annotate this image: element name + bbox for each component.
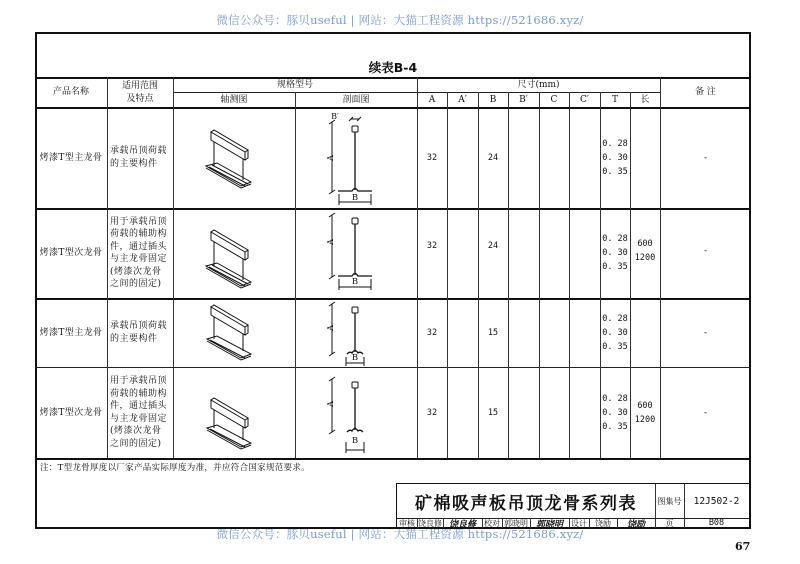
row-4-product-name: 烤漆T型次龙骨 [39, 407, 103, 418]
row-2-dim-length [630, 208, 660, 294]
scope-line: 用于承载吊顶 [110, 216, 168, 227]
page-label: 页 [665, 518, 674, 528]
label-a: A [326, 401, 335, 407]
divider [569, 92, 570, 458]
header-dim-a: A [428, 94, 436, 105]
header-dim-b-prime: B′ [519, 94, 528, 105]
row-1-remark: - [702, 152, 709, 163]
divider [295, 92, 296, 458]
row-4-scope [107, 367, 173, 458]
label-b: B [351, 436, 359, 446]
divider [35, 458, 751, 460]
row-2-product-name: 烤漆T型次龙骨 [39, 248, 103, 258]
t-value: 0. 35 [602, 262, 628, 272]
t-bar-axonometric-drawing [205, 230, 265, 290]
t-value: 0. 28 [602, 138, 628, 149]
scope-line: (烤漆次龙骨 [110, 426, 162, 436]
row-3-dim-b: 15 [487, 327, 499, 338]
reviewer-signature: 饶良修 [448, 519, 476, 530]
scope-line: 的主要构件 [110, 333, 158, 344]
scope-line: 件，通过插头 [110, 241, 168, 252]
scope-line: 之间的固定) [110, 438, 162, 449]
row-1-dim-a: 32 [426, 152, 438, 163]
row-2-scope [107, 208, 173, 298]
divider [539, 92, 540, 458]
scope-line: 的主要构件 [110, 158, 158, 169]
row-1-product-name: 烤漆T型主龙骨 [39, 152, 103, 163]
header-dim-length: 长 [640, 94, 650, 105]
t-value: 0. 28 [602, 313, 628, 324]
check-label: 校对 [484, 518, 500, 528]
row-4-dim-length [630, 367, 660, 458]
label-a: A [326, 325, 335, 331]
scope-line: 件，通过插头 [110, 401, 168, 411]
row-1-dim-b: 24 [487, 152, 499, 163]
watermark-bottom: 微信公众号：豚贝useful | 网站：大猫工程资源 https://521686.xyz/ [216, 527, 584, 541]
header-spec-model: 规格型号 [276, 79, 313, 90]
table-note: 注：T型龙骨厚度以厂家产品实际厚度为准，并应符合国家规范要求。 [40, 463, 310, 473]
row-3-remark: - [702, 327, 709, 338]
scope-line: 与主龙骨固定 [110, 254, 168, 264]
t-value: 0. 35 [602, 341, 628, 352]
row-3-dim-a: 32 [426, 327, 438, 338]
designer-signature: 饶励 [626, 519, 645, 530]
length-value: 600 [637, 239, 653, 249]
label-a: A [326, 239, 335, 245]
label-b: B [351, 277, 359, 287]
t-bar-axonometric-drawing [205, 398, 265, 458]
watermark-top: 微信公众号：豚贝useful | 网站：大猫工程资源 https://521686.xyz/ [216, 13, 584, 27]
row-2-dim-a: 32 [426, 240, 438, 251]
checker-signature: 郭晓明 [535, 519, 563, 530]
header-scope-line1: 适用范围 [121, 80, 158, 91]
t-value: 0. 30 [602, 152, 628, 163]
label-b: B [351, 193, 359, 203]
header-remarks: 备 注 [695, 87, 716, 97]
row-4-dim-b: 15 [487, 407, 499, 418]
scope-line: 用于承载吊顶 [110, 376, 168, 386]
designer-name: 饶励 [595, 518, 611, 528]
t-value: 0. 28 [602, 234, 628, 244]
table-title: 续表B-4 [368, 60, 418, 75]
t-value: 0. 35 [602, 166, 628, 177]
header-dim-b: B [489, 94, 497, 105]
label-b-prime: B′ [331, 112, 339, 121]
atlas-label: 图集号 [657, 496, 682, 506]
divider [508, 92, 509, 458]
scope-line: 承载吊顶荷载 [110, 321, 168, 331]
label-b: B [351, 353, 359, 363]
t-value: 0. 28 [602, 393, 628, 404]
row-1-scope [107, 107, 173, 208]
header-dimensions: 尺寸(mm) [517, 79, 560, 90]
scope-line: 与主龙骨固定 [110, 413, 168, 424]
design-label: 设计 [571, 518, 587, 528]
scope-line: (烤漆次龙骨 [110, 266, 162, 277]
scope-line: 之间的固定) [110, 279, 162, 289]
header-dim-c-prime: C′ [580, 94, 589, 105]
header-scope-line2: 及特点 [126, 93, 154, 104]
divider [447, 92, 448, 458]
header-dim-t: T [611, 94, 618, 105]
review-label: 审核 [399, 518, 415, 528]
page-code: B08 [708, 518, 725, 528]
t-value: 0. 35 [602, 421, 628, 432]
scope-line: 承载吊顶荷载 [110, 146, 168, 156]
length-value: 1200 [634, 414, 656, 425]
row-3-scope [107, 298, 173, 367]
title-block [396, 483, 751, 529]
divider [173, 77, 174, 458]
atlas-number: 12J502-2 [693, 495, 740, 507]
t-bar-axonometric-drawing [205, 130, 265, 190]
row-1-dim-t [600, 107, 630, 208]
label-a: A [326, 155, 335, 161]
drawing-title: 矿棉吸声板吊顶龙骨系列表 [415, 493, 637, 514]
t-value: 0. 30 [602, 407, 628, 418]
row-2-dim-b: 24 [487, 240, 499, 251]
row-4-dim-t [600, 367, 630, 458]
header-dim-c: C [550, 94, 558, 105]
length-value: 1200 [634, 253, 656, 263]
row-2-dim-t [600, 208, 630, 298]
row-4-dim-a: 32 [426, 407, 438, 418]
header-product-name: 产品名称 [52, 87, 89, 97]
scope-line: 荷载的辅助构 [110, 229, 168, 239]
length-value: 600 [637, 400, 653, 411]
row-3-product-name: 烤漆T型主龙骨 [39, 327, 103, 338]
t-bar-axonometric-drawing [205, 305, 265, 365]
row-4-remark: - [702, 407, 709, 418]
row-3-dim-t [600, 298, 630, 367]
t-value: 0. 30 [602, 327, 628, 338]
checker-name: 郭晓明 [504, 518, 528, 528]
row-2-remark: - [702, 246, 709, 256]
t-value: 0. 30 [602, 248, 628, 258]
header-section: 剖面图 [342, 94, 370, 105]
scope-line: 荷载的辅助构 [110, 388, 168, 399]
reviewer-name: 饶良修 [418, 518, 442, 528]
header-dim-a-prime: A′ [458, 94, 467, 105]
page-number: 67 [735, 540, 751, 553]
header-axonometric: 轴测图 [220, 94, 248, 105]
